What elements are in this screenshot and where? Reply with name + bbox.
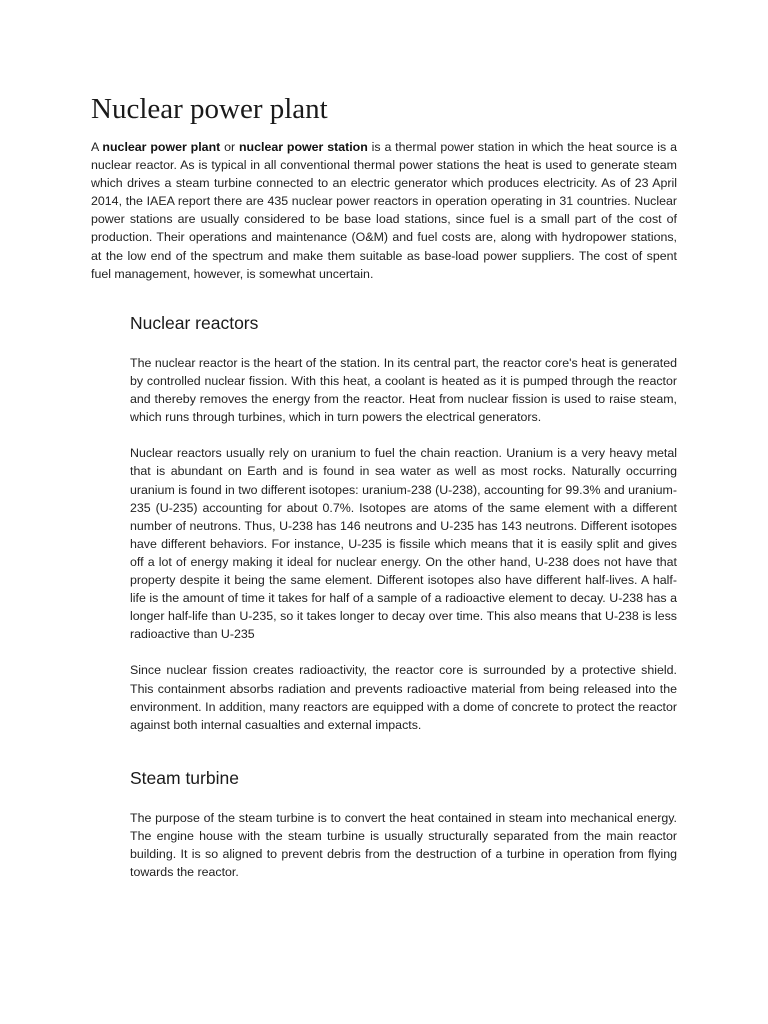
section-steam-turbine [130, 767, 677, 881]
intro-lead-a: A [91, 140, 103, 154]
intro-lead-or: or [220, 140, 239, 154]
turbine-paragraph-1: The purpose of the steam turbine is to convert the heat contained in steam into mechanical energy. The engine house with the steam turbine is usually structurally separated from the main reactor building. It is so aligned to prevent debris from the destruction of a turbine in operation from flying towards the reactor. [130, 811, 677, 880]
intro-body-text: is a thermal power station in which the heat source is a nuclear reactor. As is typical in all conventional thermal power stations the heat is used to generate steam which drives a steam turbine connected to an electric generator which produces electricity. As of 23 April 2014, the IAEA report there are 435 nuclear power reactors in operation operating in 31 countries. Nuclear power stations are usually considered to be base load stations, since fuel is a small part of the cost of production. Their operations and maintenance (O&M) and fuel costs are, along with hydropower stations, at the low end of the spectrum and make them suitable as base-load power suppliers. The cost of spent fuel management, however, is somewhat uncertain. [91, 140, 677, 281]
section-heading-nuclear-reactors: Nuclear reactors [130, 313, 259, 333]
section-heading-steam-turbine: Steam turbine [130, 768, 239, 788]
intro-paragraph [91, 138, 677, 283]
document-title: Nuclear power plant [91, 93, 328, 125]
reactor-paragraph-1: The nuclear reactor is the heart of the station. In its central part, the reactor core's heat is generated by controlled nuclear fission. With this heat, a coolant is heated as it is pumped through the reactor and thereby removes the energy from the reactor. Heat from nuclear fission is used to raise steam, which runs through turbines, which in turn powers the electrical generators. [130, 356, 677, 425]
section-nuclear-reactors [130, 312, 677, 734]
reactor-paragraph-3: Since nuclear fission creates radioactivity, the reactor core is surrounded by a protective shield. This containment absorbs radiation and prevents radioactive material from being released into the environment. In addition, many reactors are equipped with a dome of concrete to protect the reactor against both internal casualties and external impacts. [130, 663, 677, 732]
term-nuclear-power-plant: nuclear power plant [102, 140, 221, 154]
term-nuclear-power-station: nuclear power station [238, 140, 368, 154]
reactor-paragraph-2: Nuclear reactors usually rely on uranium to fuel the chain reaction. Uranium is a very heavy metal that is abundant on Earth and is found in sea water as well as most rocks. Naturally occurring uranium is found in two different isotopes: uranium-238 (U-238), accounting for 99.3% and uranium-235 (U-235) accounting for about 0.7%. Isotopes are atoms of the same element with a different number of neutrons. Thus, U-238 has 146 neutrons and U-235 has 143 neutrons. Different isotopes have different behaviors. For instance, U-235 is fissile which means that it is easily split and gives off a lot of energy making it ideal for nuclear energy. On the other hand, U-238 does not have that property despite it being the same element. Different isotopes also have different half-lives. A half-life is the amount of time it takes for half of a sample of a radioactive element to decay. U-238 has a longer half-life than U-235, so it takes longer to decay over time. This also means that U-238 is less radioactive than U-235 [130, 446, 677, 642]
